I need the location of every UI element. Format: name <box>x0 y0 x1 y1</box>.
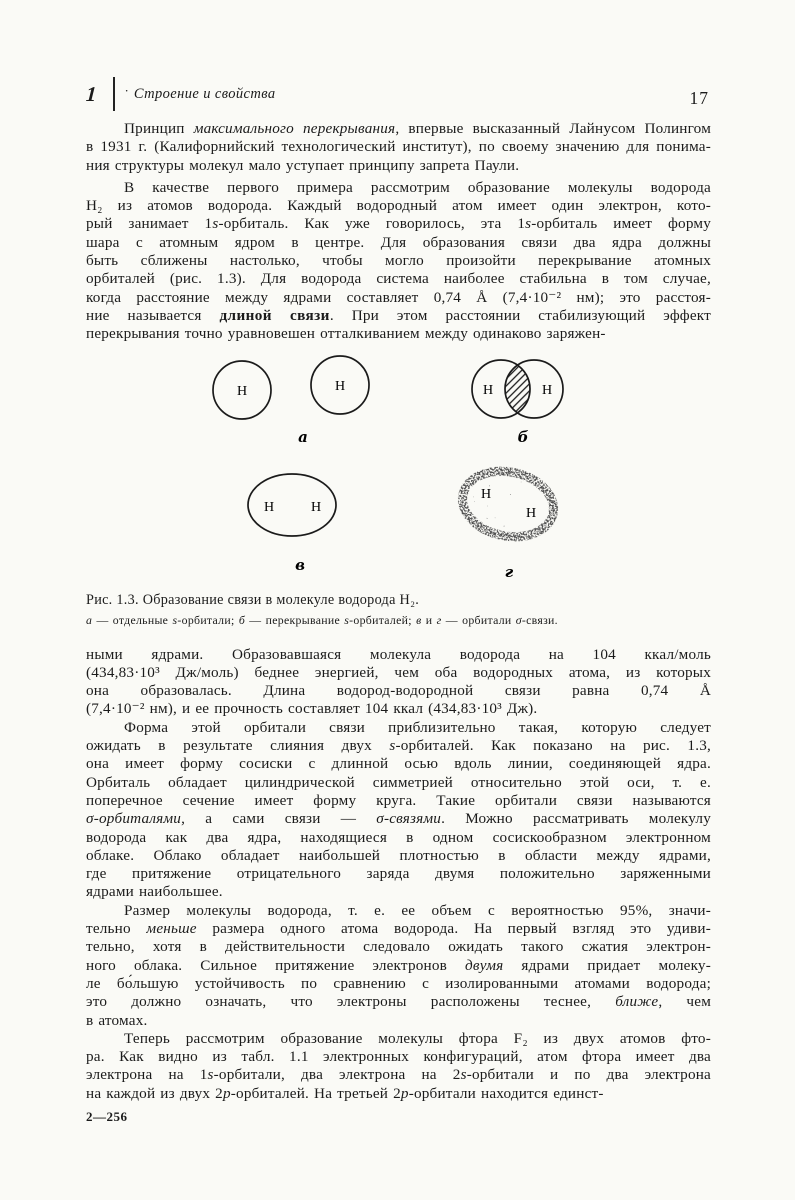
text-line: это должно означать, что электроны расположены теснее, ближе, чем <box>86 993 712 1011</box>
text-line: электрона на 1s-орбитали, два электрона на 2s-орбитали и по два электрона <box>86 1066 712 1084</box>
text-line: (7,4·10⁻² нм), и ее прочность составляет 104 ккал (434,83·10³ Дж). <box>86 700 538 718</box>
chapter-title: Строение и свойства <box>133 85 276 102</box>
text-line: ния структуры молекул мало уступает принципу запрета Паули. <box>86 156 520 174</box>
panel-label-v: в <box>295 555 305 574</box>
page-header <box>86 76 711 112</box>
text-line: Форма этой орбитали связи приблизительно такая, которую следует <box>124 718 711 736</box>
text-line: облаке. Облако обладает наибольшей плотностью в области между ядрами, <box>86 846 711 864</box>
text-line: ожидать в результате слияния двух s-орбиталей. Как показано на рис. 1.3, <box>86 737 711 755</box>
atom-label-h3: H <box>482 382 494 398</box>
text-line: где притяжение отрицательного заряда двумя положительно заряженными <box>86 865 711 883</box>
print-signature: 2—256 <box>86 1108 128 1124</box>
text-line: в атомах. <box>86 1011 148 1029</box>
sigma-orbital-cloud <box>452 458 565 549</box>
text-line: ядрами наибольшее. <box>86 883 223 901</box>
text-line: быть сближены настолько, чтобы могло произойти перекрывание атомных <box>86 252 711 270</box>
figure-caption <box>86 592 711 628</box>
text-line: рый занимает 1s-орбиталь. Как уже говорилось, эта 1s-орбиталь имеет форму <box>86 215 711 233</box>
header-divider <box>113 77 115 111</box>
text-line: Орбиталь обладает цилиндрической симметрией относительно этой оси, т. е. <box>86 773 711 791</box>
text-line: орбиталей (рис. 1.3). Для водорода система наиболее стабильна в том случае, <box>86 270 711 288</box>
panel-label-g: г <box>504 562 514 581</box>
paragraph-hydrogen-formation <box>86 179 711 344</box>
text-line: она образовалась. Длина водород-водородной связи равна 0,74 Å <box>86 682 711 700</box>
text-line: σ-орбиталями, а сами связи — σ-связями. Можно рассматривать молекулу <box>86 810 711 828</box>
text-line: ного облака. Сильное притяжение электронов двумя ядрами придает молеку- <box>86 956 711 974</box>
atom-label-h5: H <box>263 499 275 515</box>
text-line: Размер молекулы водорода, т. е. ее объем с вероятностью 95%, значи- <box>124 901 711 919</box>
paragraph-orbital-shape <box>86 719 711 902</box>
atom-label-h2: H <box>334 378 346 394</box>
sigma-orbital-outline <box>248 474 336 536</box>
text-line: ными ядрами. Образовавшаяся молекула водорода на 104 ккал/моль <box>86 645 711 663</box>
text-line: Теперь рассмотрим образование молекулы фтора F₂ из двух атомов фто- <box>124 1029 711 1047</box>
text-line: в 1931 г. (Калифорнийский технологический институт), по своему значению для понима- <box>86 138 711 156</box>
text-line: тельно, хотя в действительности следовало ожидать такого сжатия электрон- <box>86 938 711 956</box>
overlap-hatched-region <box>505 365 530 413</box>
text-line: H₂ из атомов водорода. Каждый водородный атом имеет один электрон, кото- <box>86 197 711 215</box>
panel-label-a: а <box>298 427 308 446</box>
text-line: перекрывания точно уравновешен отталкиванием между одинаково заряжен- <box>86 325 606 343</box>
text-line: на каждой из двух 2p-орбиталей. На третьей 2p-орбитали находится единст- <box>86 1084 604 1102</box>
text-line: (434,83·10³ Дж/моль) беднее энергией, чем оба водородных атома, из которых <box>86 663 711 681</box>
atom-label-h4: H <box>541 382 553 398</box>
section-bullet: · <box>124 83 129 98</box>
text-line: когда расстояние между ядрами составляет 0,74 Å (7,4·10⁻² нм); это расстоя- <box>86 288 711 306</box>
atom-label-h8: H <box>525 505 537 521</box>
text-line: тельно меньше размера одного атома водорода. На первый взгляд это удиви- <box>86 920 711 938</box>
text-line: водорода как два ядра, находящиеся в одном сосискообразном электронном <box>86 828 711 846</box>
text-line: ние называется длиной связи. При этом расстоянии стабилизующий эффект <box>86 306 711 324</box>
running-head <box>86 76 711 112</box>
text-line: она имеет форму сосиски с длинной осью вдоль линии, соединяющей ядра. <box>86 755 711 773</box>
text-line: В качестве первого примера рассмотрим образование молекулы водорода <box>124 178 711 196</box>
paragraph-fluorine <box>86 1030 711 1103</box>
atom-label-h1: H <box>236 383 248 399</box>
figure-caption-title: Рис. 1.3. Образование связи в молекуле водорода H₂. <box>86 591 420 608</box>
figure-1-3 <box>86 350 711 582</box>
atom-label-h7: H <box>480 486 492 502</box>
figure-1-3-drawing <box>86 350 711 582</box>
paragraph-max-overlap-principle <box>86 120 711 175</box>
figure-caption-legend: а — отдельные s-орбитали; б — перекрывание s-орбиталей; в и г — орбитали σ-связи. <box>86 612 558 627</box>
chapter-number: 1 <box>85 81 98 106</box>
paragraph-molecule-size <box>86 902 711 1030</box>
text-line: ра. Как видно из табл. 1.1 электронных конфигураций, атом фтора имеет два <box>86 1048 711 1066</box>
paragraph-bond-energy <box>86 646 711 719</box>
text-line: шара с атомным ядром в центре. Для образования связи два ядра должны <box>86 233 711 251</box>
atom-label-h6: H <box>310 499 322 515</box>
text-line: Принцип максимального перекрывания, впервые высказанный Лайнусом Полингом <box>124 120 711 137</box>
page-number: 17 <box>689 88 709 108</box>
text-line: поперечное сечение имеет форму круга. Такие орбитали связи называются <box>86 791 711 809</box>
text-line: ле бо́льшую устойчивость по сравнению с изолированными атомами водорода; <box>86 974 711 992</box>
panel-label-b: б <box>517 427 529 446</box>
